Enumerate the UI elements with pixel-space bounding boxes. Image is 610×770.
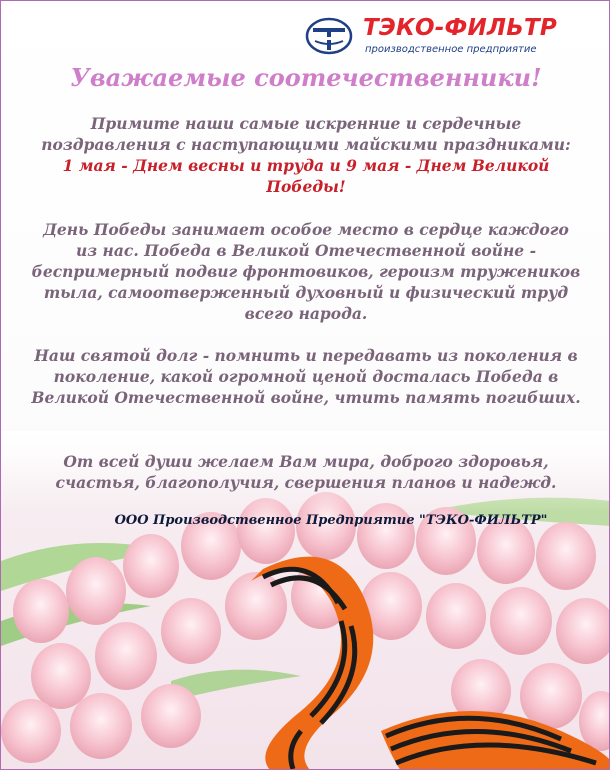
greeting-paragraph-1 <box>31 113 581 197</box>
holiday-highlight: 1 мая - Днем весны и труда и 9 мая - Днем Великой Победы! <box>62 156 550 196</box>
greeting-paragraph-2: День Победы занимает особое место в сердце каждого из нас. Победа в Великой Отечественной войне - беспримерный подвиг фронтовиков, героизм тружеников тыла, самоотверженный духовный и физический труд всего народа. <box>31 220 581 323</box>
greeting-intro: Примите наши самые искренние и сердечные поздравления с наступающими майскими праздниками: <box>41 114 571 154</box>
company-logo <box>305 15 585 59</box>
company-subtitle: производственное предприятие <box>365 44 537 55</box>
company-name: ТЭКО-ФИЛЬТР <box>363 15 557 41</box>
company-logo-mark-icon <box>305 17 355 55</box>
greeting-paragraph-3: Наш святой долг - помнить и передавать из поколения в поколение, какой огромной ценой досталась Победа в Великой Отечественной войне, чтить память погибших. <box>31 346 581 407</box>
page-title: Уважаемые соотечественники! <box>70 63 542 92</box>
greeting-paragraph-4: От всей души желаем Вам мира, доброго здоровья, счастья, благополучия, свершения планов и надежд. <box>55 452 557 492</box>
company-signature: ООО Производственное Предприятие "ТЭКО-ФИЛЬТР" <box>114 513 548 528</box>
